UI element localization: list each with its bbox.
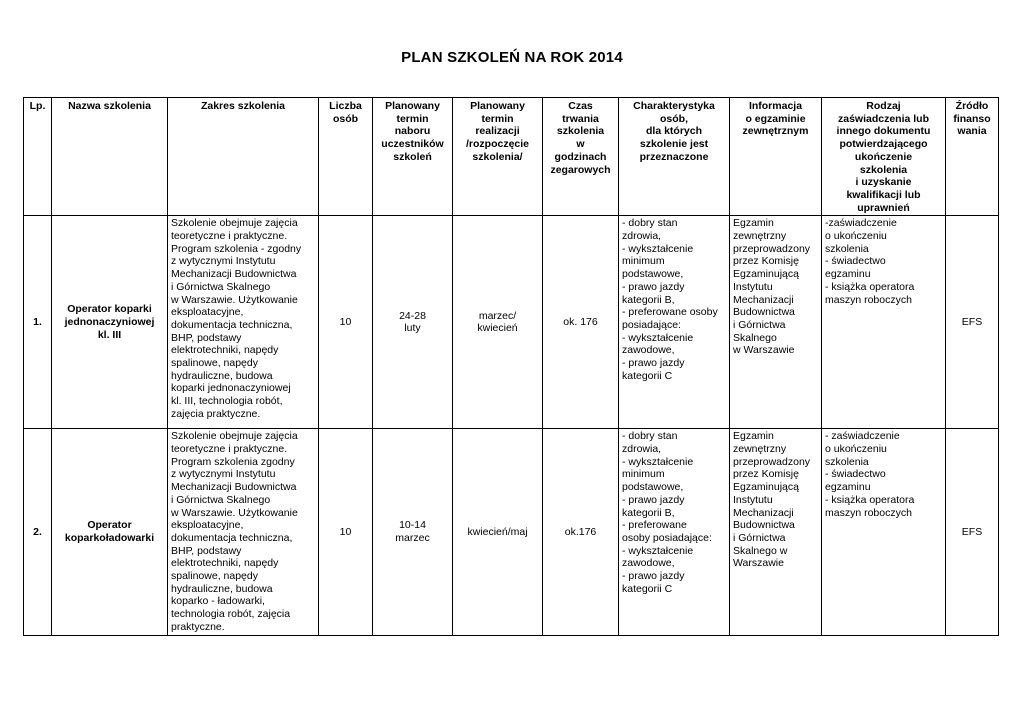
header-lp: Lp. <box>24 98 52 216</box>
cell-course-scope: Szkolenie obejmuje zajęcia teoretyczne i praktyczne. Program szkolenia - zgodny z wytycznymi Instytutu Mechanizacji Budownictwa i Górnictwa Skalnego w Warszawie. Użytkowanie eksploatacyjne, dokumentacja techniczna, BHP, podstawy elektrotechniki, napędy spalinowe, napędy hydrauliczne, budowa koparki jednonaczyniowej kl. III, technologia robót, zajęcia praktyczne. <box>168 216 319 429</box>
cell-exam-info: Egzamin zewnętrzny przeprowadzony przez Komisję Egzaminującą Instytutu Mechanizacji Budownictwa i Górnictwa Skalnego w Warszawie <box>730 429 822 635</box>
header-exam-info: Informacja o egzaminie zewnętrznym <box>730 98 822 216</box>
header-funding-source: Źródło finanso wania <box>946 98 999 216</box>
header-recruitment-date: Planowany termin naboru uczestników szkoleń <box>373 98 453 216</box>
cell-realization-date: marzec/ kwiecień <box>453 216 543 429</box>
cell-recruitment-date: 10-14 marzec <box>373 429 453 635</box>
header-course-scope: Zakres szkolenia <box>168 98 319 216</box>
cell-course-name: Operator koparkoładowarki <box>52 429 168 635</box>
header-certificate-type: Rodzaj zaświadczenia lub innego dokumentu potwierdzającego ukończenie szkolenia i uzyskanie kwalifikacji lub uprawnień <box>822 98 946 216</box>
header-duration: Czas trwania szkolenia w godzinach zegarowych <box>543 98 619 216</box>
cell-exam-info: Egzamin zewnętrzny przeprowadzony przez Komisję Egzaminującą Instytutu Mechanizacji Budownictwa i Górnictwa Skalnego w Warszawie <box>730 216 822 429</box>
cell-course-scope: Szkolenie obejmuje zajęcia teoretyczne i praktyczne. Program szkolenia zgodny z wytycznymi Instytutu Mechanizacji Budownictwa i Górnictwa Skalnego w Warszawie. Użytkowanie eksploatacyjne, dokumentacja techniczna, BHP, podstawy elektrotechniki, napędy spalinowe, napędy hydrauliczne, budowa koparko - ładowarki, technologia robót, zajęcia praktyczne. <box>168 429 319 635</box>
cell-course-name: Operator koparki jednonaczyniowej kl. III <box>52 216 168 429</box>
cell-participant-count: 10 <box>319 216 373 429</box>
table-row <box>24 216 999 429</box>
table-header-row <box>24 98 999 216</box>
header-target-characteristics: Charakterystyka osób, dla których szkolenie jest przeznaczone <box>619 98 730 216</box>
training-plan-table <box>23 97 999 636</box>
document-title: PLAN SZKOLEŃ NA ROK 2014 <box>401 49 623 66</box>
table-row <box>24 429 999 635</box>
header-participant-count: Liczba osób <box>319 98 373 216</box>
cell-recruitment-date: 24-28 luty <box>373 216 453 429</box>
cell-funding-source: EFS <box>946 216 999 429</box>
cell-target-characteristics: - dobry stan zdrowia, - wykształcenie minimum podstawowe, - prawo jazdy kategorii B, - preferowane osoby posiadające: - wykształcenie zawodowe, - prawo jazdy kategorii C <box>619 216 730 429</box>
cell-realization-date: kwiecień/maj <box>453 429 543 635</box>
cell-duration: ok.176 <box>543 429 619 635</box>
cell-certificate-type: - zaświadczenie o ukończeniu szkolenia - świadectwo egzaminu - książka operatora maszyn roboczych <box>822 429 946 635</box>
cell-participant-count: 10 <box>319 429 373 635</box>
cell-lp: 2. <box>24 429 52 635</box>
header-course-name: Nazwa szkolenia <box>52 98 168 216</box>
header-realization-date: Planowany termin realizacji /rozpoczęcie szkolenia/ <box>453 98 543 216</box>
cell-lp: 1. <box>24 216 52 429</box>
cell-certificate-type: -zaświadczenie o ukończeniu szkolenia - świadectwo egzaminu - książka operatora maszyn roboczych <box>822 216 946 429</box>
cell-duration: ok. 176 <box>543 216 619 429</box>
cell-funding-source: EFS <box>946 429 999 635</box>
cell-target-characteristics: - dobry stan zdrowia, - wykształcenie minimum podstawowe, - prawo jazdy kategorii B, - preferowane osoby posiadające: - wykształcenie zawodowe, - prawo jazdy kategorii C <box>619 429 730 635</box>
